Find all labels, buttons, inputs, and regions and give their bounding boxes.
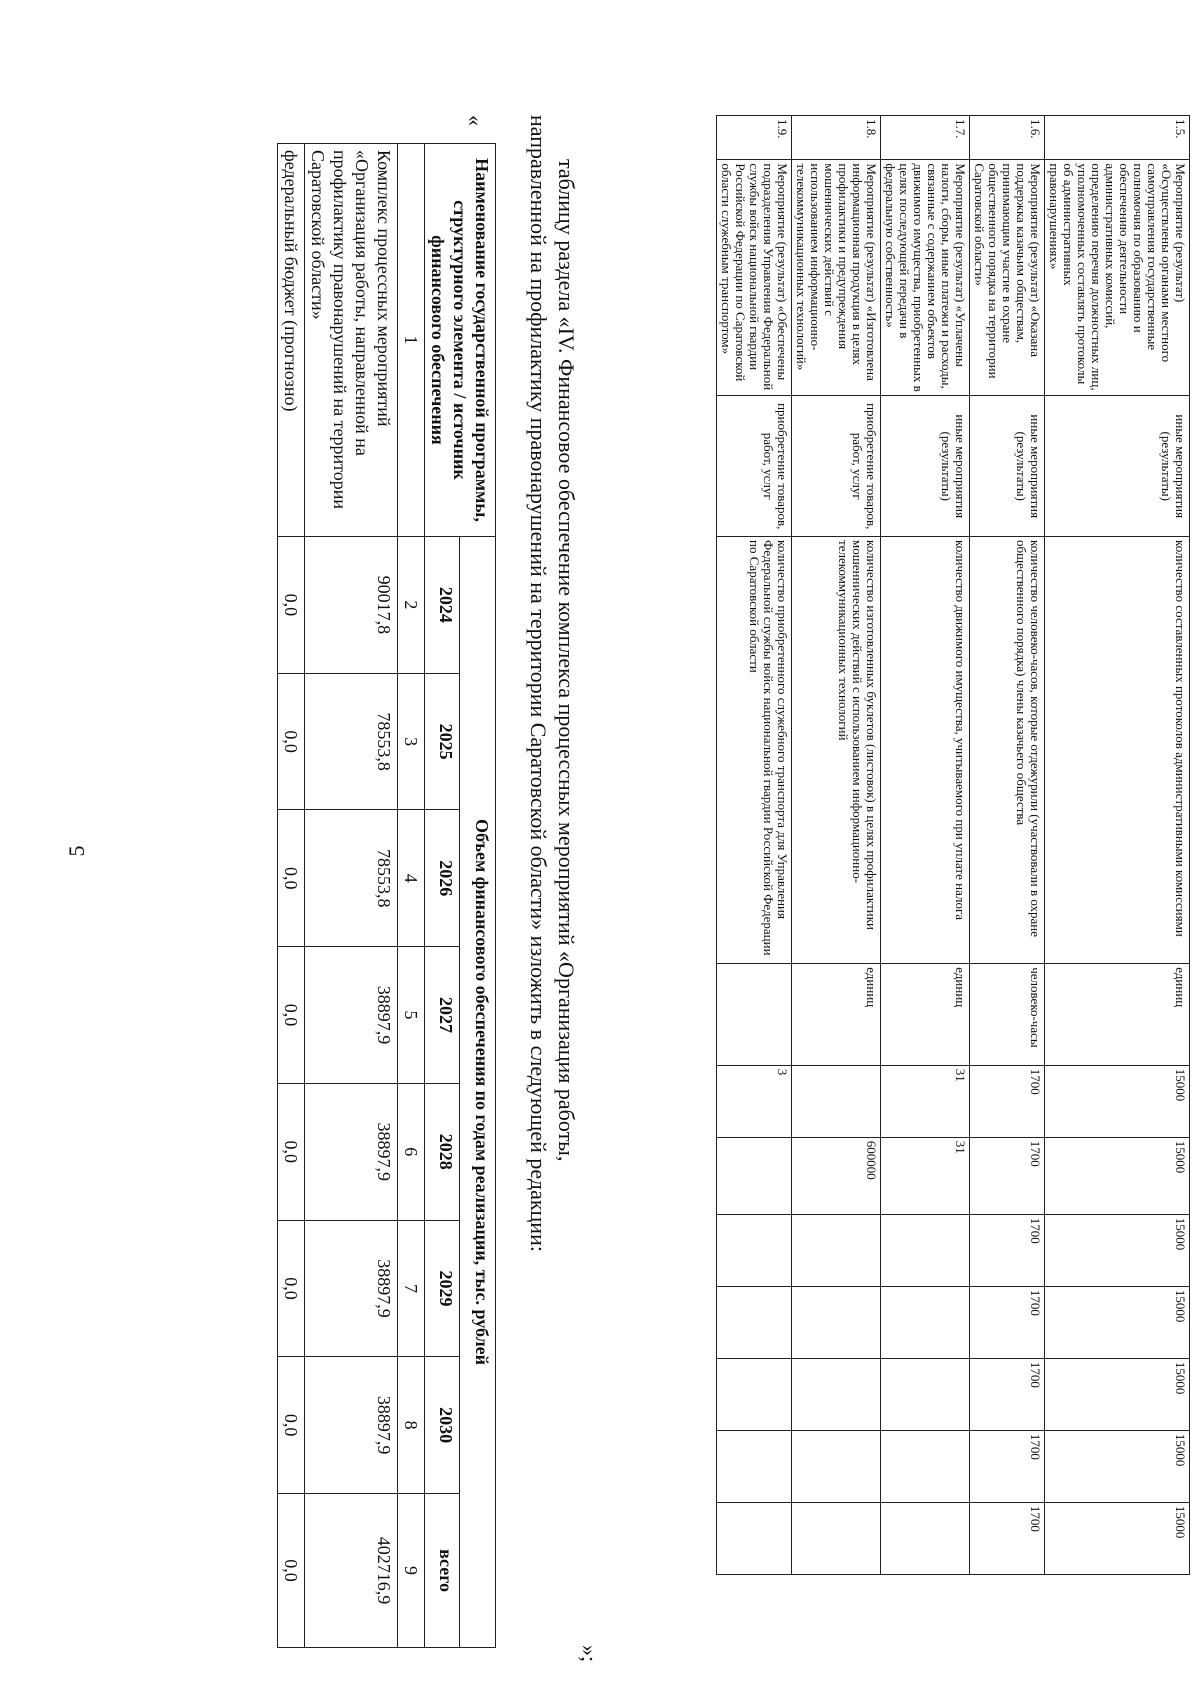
row-value: 15000	[1045, 1502, 1190, 1574]
row-indicator: количество движимого имущества, учитываемого при уплате налога	[881, 537, 970, 964]
year-header: 2024	[425, 537, 461, 674]
indicators-table	[716, 115, 1190, 1575]
row-number: 1.7.	[881, 116, 970, 160]
row-value	[881, 1430, 970, 1502]
fin-row-value: 0,0	[278, 1357, 305, 1494]
row-number: 1.8.	[792, 116, 881, 160]
row-activity-type: приобретение товаров, работ, услуг	[792, 396, 881, 537]
table-row	[305, 144, 398, 1648]
column-number: 5	[398, 947, 425, 1084]
row-activity-name: Мероприятие (результат) «Оказана поддержка казачьим обществам, принимающим участие в охране общественного порядка на территории Саратовской области»	[970, 160, 1045, 396]
row-value: 15000	[1045, 1214, 1190, 1286]
header-name: Наименование государственной программы, структурного элемента / источник финансового обеспечения	[425, 144, 496, 537]
page-number: 5	[64, 845, 89, 857]
year-header: 2026	[425, 810, 461, 947]
row-value: 15000	[1045, 1065, 1190, 1137]
year-header: 2028	[425, 1083, 461, 1220]
row-number: 1.5.	[1045, 116, 1190, 160]
closing-quote: »;	[577, 1645, 602, 1663]
column-number: 3	[398, 673, 425, 810]
row-value	[792, 1358, 881, 1430]
column-number: 2	[398, 537, 425, 674]
paragraph-line-2: направленной на профилактику правонарушений на территории Саратовской области» изложить в следующей редакции:	[526, 115, 551, 1252]
financing-table	[277, 143, 496, 1648]
fin-row-value: 0,0	[278, 810, 305, 947]
row-unit: единиц	[792, 964, 881, 1066]
row-value: 31	[881, 1065, 970, 1137]
column-number: 4	[398, 810, 425, 947]
table-row	[970, 116, 1045, 1575]
table-row	[1045, 116, 1190, 1575]
header-volume: Объем финансового обеспечения по годам реализации, тыс. рублей	[460, 537, 496, 1648]
row-indicator: количество человеко-часов, которые отдежурили (участвовали в охране общественного порядка) члены казачьего общества	[970, 537, 1045, 964]
row-activity-type: иные мероприятия (результаты)	[1045, 396, 1190, 537]
row-value: 15000	[1045, 1430, 1190, 1502]
fin-row-value: 0,0	[278, 1494, 305, 1648]
table-row	[278, 144, 305, 1648]
row-number: 1.9.	[717, 116, 792, 160]
fin-row-value: 90017,8	[305, 537, 398, 674]
row-value	[717, 1430, 792, 1502]
fin-row-value: 78553,8	[305, 810, 398, 947]
year-header: всего	[425, 1494, 461, 1648]
table-row	[881, 116, 970, 1575]
column-number: 7	[398, 1220, 425, 1357]
row-value	[881, 1502, 970, 1574]
fin-row-name: федеральный бюджет (прогнозно)	[278, 144, 305, 537]
row-value: 3	[717, 1065, 792, 1137]
row-value: 15000	[1045, 1358, 1190, 1430]
row-value	[881, 1358, 970, 1430]
row-value	[792, 1065, 881, 1137]
fin-row-value: 0,0	[278, 673, 305, 810]
rotated-content	[150, 115, 1190, 1663]
row-value	[881, 1214, 970, 1286]
year-header: 2027	[425, 947, 461, 1084]
row-indicator: количество приобретенного служебного транспорта для Управления Федеральной службы войск национальной гвардии Российской Федерации по Саратовской области	[717, 537, 792, 964]
year-header: 2025	[425, 673, 461, 810]
amendment-paragraph	[524, 115, 580, 1655]
column-number: 6	[398, 1083, 425, 1220]
row-value: 600000	[792, 1137, 881, 1214]
fin-row-value: 402716,9	[305, 1494, 398, 1648]
year-header: 2030	[425, 1357, 461, 1494]
row-unit: единиц	[1045, 964, 1190, 1066]
fin-row-value: 38897,9	[305, 1083, 398, 1220]
row-value: 15000	[1045, 1137, 1190, 1214]
fin-row-value: 78553,8	[305, 673, 398, 810]
fin-row-value: 0,0	[278, 947, 305, 1084]
row-value: 1700	[970, 1286, 1045, 1358]
fin-row-value: 0,0	[278, 537, 305, 674]
opening-quote: «	[463, 115, 488, 126]
table-row	[717, 116, 792, 1575]
row-value	[792, 1286, 881, 1358]
row-value: 1700	[970, 1137, 1045, 1214]
paragraph-line-1: таблицу раздела «IV. Финансовое обеспечение комплекса процессных мероприятий «Организация работы,	[554, 159, 579, 1162]
row-value: 1700	[970, 1358, 1045, 1430]
row-unit: человеко-часы	[970, 964, 1045, 1066]
row-activity-name: Мероприятие (результат) «Осуществлены органами местного самоуправления государственные полномочия по образованию и обеспечению деятельности административных комиссий, определению перечня должностных лиц, уполномоченных составлять протоколы об административных правонарушениях»	[1045, 160, 1190, 396]
row-value	[792, 1430, 881, 1502]
row-unit	[717, 964, 792, 1066]
fin-row-name: Комплекс процессных мероприятий «Организация работы, направленной на профилактику правонарушений на территории Саратовской области»	[305, 144, 398, 537]
column-number: 8	[398, 1357, 425, 1494]
table-row	[792, 116, 881, 1575]
row-value: 1700	[970, 1214, 1045, 1286]
row-value	[717, 1286, 792, 1358]
row-number: 1.6.	[970, 116, 1045, 160]
row-activity-type: приобретение товаров, работ, услуг	[717, 396, 792, 537]
row-value: 1700	[970, 1502, 1045, 1574]
row-value	[792, 1214, 881, 1286]
row-unit: единиц	[881, 964, 970, 1066]
row-value: 15000	[1045, 1286, 1190, 1358]
row-value	[717, 1502, 792, 1574]
row-activity-type: иные мероприятия (результаты)	[881, 396, 970, 537]
fin-row-value: 38897,9	[305, 947, 398, 1084]
row-indicator: количество составленных протоколов административными комиссиями	[1045, 537, 1190, 964]
row-value	[717, 1137, 792, 1214]
year-header: 2029	[425, 1220, 461, 1357]
fin-row-value: 38897,9	[305, 1220, 398, 1357]
row-activity-name: Мероприятие (результат) «Уплачены налоги, сборы, иные платежи и расходы, связанные с содержанием объектов движимого имущества, приобретенных в целях последующей передачи в федеральную собственность»	[881, 160, 970, 396]
fin-row-value: 38897,9	[305, 1357, 398, 1494]
row-value: 31	[881, 1137, 970, 1214]
row-activity-name: Мероприятие (результат) «Обеспечены подразделения Управления Федеральной службы войск национальной гвардии Российской Федерации по Саратовской области служебным транспортом»	[717, 160, 792, 396]
row-value	[717, 1358, 792, 1430]
row-value: 1700	[970, 1430, 1045, 1502]
row-value	[717, 1214, 792, 1286]
column-number: 1	[398, 144, 425, 537]
row-activity-name: Мероприятие (результат) «Изготовлена информационная продукция в целях профилактики и предупреждения мошеннических действий с использованием информационно-телекоммуникационных технологий»	[792, 160, 881, 396]
fin-row-value: 0,0	[278, 1083, 305, 1220]
fin-row-value: 0,0	[278, 1220, 305, 1357]
row-value: 1700	[970, 1065, 1045, 1137]
row-value	[792, 1502, 881, 1574]
column-number: 9	[398, 1494, 425, 1648]
row-indicator: количество изготовленных буклетов (листовок) в целях профилактики мошеннических действий с использованием информационно-телекоммуникационных технологий	[792, 537, 881, 964]
row-value	[881, 1286, 970, 1358]
row-activity-type: иные мероприятия (результаты)	[970, 396, 1045, 537]
